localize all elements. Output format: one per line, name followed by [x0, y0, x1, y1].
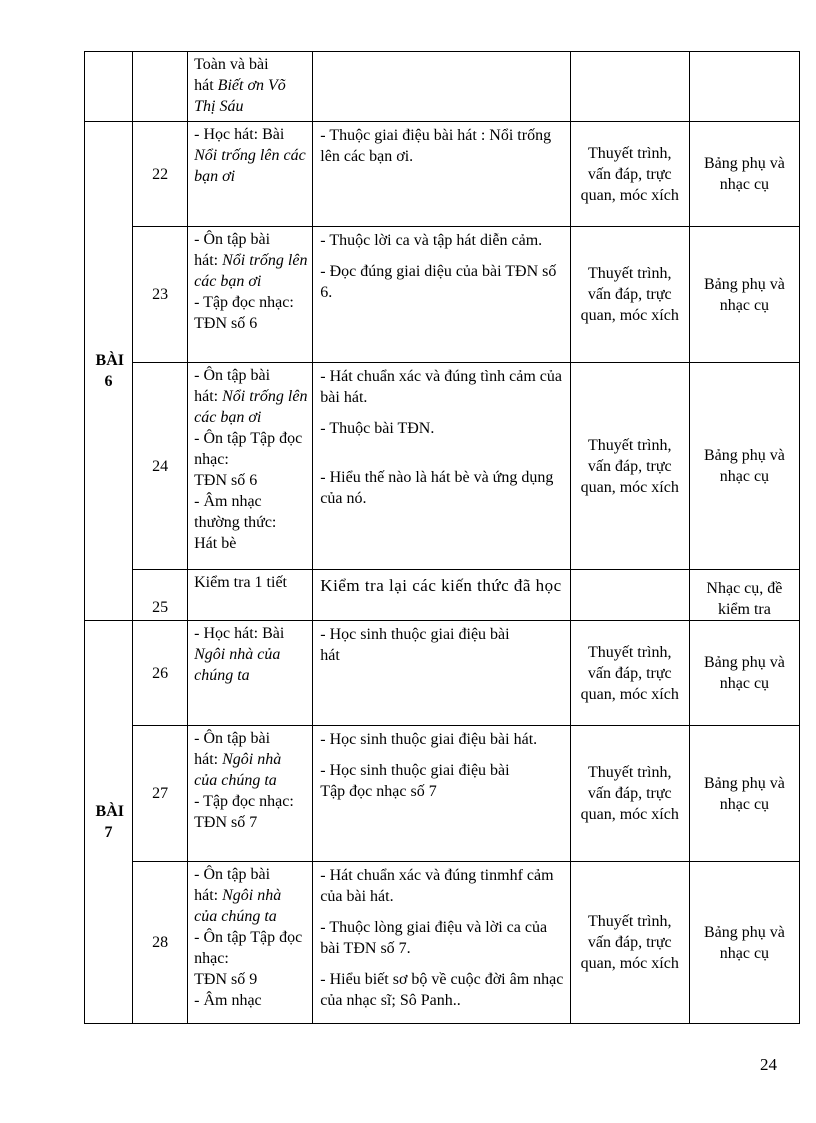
equipment-cell: Bảng phụ và nhạc cụ — [689, 621, 799, 726]
equipment-cell: Bảng phụ và nhạc cụ — [689, 363, 799, 570]
content-cell: - Ôn tập bài hát: Ngôi nhà của chúng ta - Ôn tập Tập đọc nhạc: TĐN số 9 - Âm nhạc — [188, 862, 313, 1024]
period-number: 24 — [133, 363, 188, 570]
equipment-cell: Bảng phụ và nhạc cụ — [689, 227, 799, 363]
content-cell: - Ôn tập bài hát: Nổi trống lên các bạn ơi - Ôn tập Tập đọc nhạc: TĐN số 6 - Âm nhạc thường thức: Hát bè — [188, 363, 313, 570]
objectives-cell: - Học sinh thuộc giai điệu bài hát — [313, 621, 570, 726]
equipment-cell: Bảng phụ và nhạc cụ — [689, 862, 799, 1024]
content-cell: - Học hát: Bài Ngôi nhà của chúng ta — [188, 621, 313, 726]
period-number-cell — [133, 52, 188, 122]
objectives-cell: - Học sinh thuộc giai điệu bài hát. - Học sinh thuộc giai điệu bài Tập đọc nhạc số 7 — [313, 726, 570, 862]
lesson-label: BÀI 6 — [85, 122, 133, 621]
method-cell — [570, 52, 689, 122]
objectives-cell: - Thuộc giai điệu bài hát : Nổi trống lên các bạn ơi. — [313, 122, 570, 227]
page-number: 24 — [760, 1055, 777, 1074]
lesson-plan-table — [84, 51, 800, 1024]
objectives-cell — [313, 52, 570, 122]
period-number: 25 — [133, 570, 188, 621]
content-cell: Kiểm tra 1 tiết — [188, 570, 313, 621]
period-number: 28 — [133, 862, 188, 1024]
lesson-label: BÀI 7 — [85, 621, 133, 1024]
content-cell: - Học hát: Bài Nổi trống lên các bạn ơi — [188, 122, 313, 227]
method-cell: Thuyết trình, vấn đáp, trực quan, móc xích — [570, 862, 689, 1024]
equipment-cell: Bảng phụ và nhạc cụ — [689, 726, 799, 862]
period-number: 27 — [133, 726, 188, 862]
method-cell: Thuyết trình, vấn đáp, trực quan, móc xích — [570, 363, 689, 570]
method-cell: Thuyết trình, vấn đáp, trực quan, móc xích — [570, 726, 689, 862]
table-row — [85, 363, 800, 570]
objectives-cell: - Hát chuẩn xác và đúng tinmhf cảm của bài hát. - Thuộc lòng giai điệu và lời ca của bài TĐN số 7. - Hiểu biết sơ bộ về cuộc đời âm nhạc của nhạc sĩ; Sô Panh.. — [313, 862, 570, 1024]
content-cell: Toàn và bài hát Biết ơn Võ Thị Sáu — [188, 52, 313, 122]
equipment-cell: Bảng phụ và nhạc cụ — [689, 122, 799, 227]
table-row — [85, 862, 800, 1024]
method-cell: Thuyết trình, vấn đáp, trực quan, móc xích — [570, 621, 689, 726]
content-cell: - Ôn tập bài hát: Ngôi nhà của chúng ta - Tập đọc nhạc: TĐN số 7 — [188, 726, 313, 862]
period-number: 23 — [133, 227, 188, 363]
objectives-cell: - Hát chuẩn xác và đúng tình cảm của bài hát. - Thuộc bài TĐN. - Hiểu thế nào là hát bè và ứng dụng của nó. — [313, 363, 570, 570]
method-cell — [570, 570, 689, 621]
table-row — [85, 52, 800, 122]
period-number: 22 — [133, 122, 188, 227]
method-cell: Thuyết trình, vấn đáp, trực quan, móc xích — [570, 227, 689, 363]
method-cell: Thuyết trình, vấn đáp, trực quan, móc xích — [570, 122, 689, 227]
table-row — [85, 122, 800, 227]
period-number: 26 — [133, 621, 188, 726]
table-row — [85, 227, 800, 363]
equipment-cell: Nhạc cụ, đề kiểm tra — [689, 570, 799, 621]
equipment-cell — [689, 52, 799, 122]
table-row — [85, 621, 800, 726]
table-row — [85, 726, 800, 862]
lesson-cell — [85, 52, 133, 122]
content-cell: - Ôn tập bài hát: Nổi trống lên các bạn ơi - Tập đọc nhạc: TĐN số 6 — [188, 227, 313, 363]
objectives-cell: - Thuộc lời ca và tập hát diễn cảm. - Đọc đúng giai diệu của bài TĐN số 6. — [313, 227, 570, 363]
objectives-cell: Kiểm tra lại các kiến thức đã học — [313, 570, 570, 621]
table-row — [85, 570, 800, 621]
